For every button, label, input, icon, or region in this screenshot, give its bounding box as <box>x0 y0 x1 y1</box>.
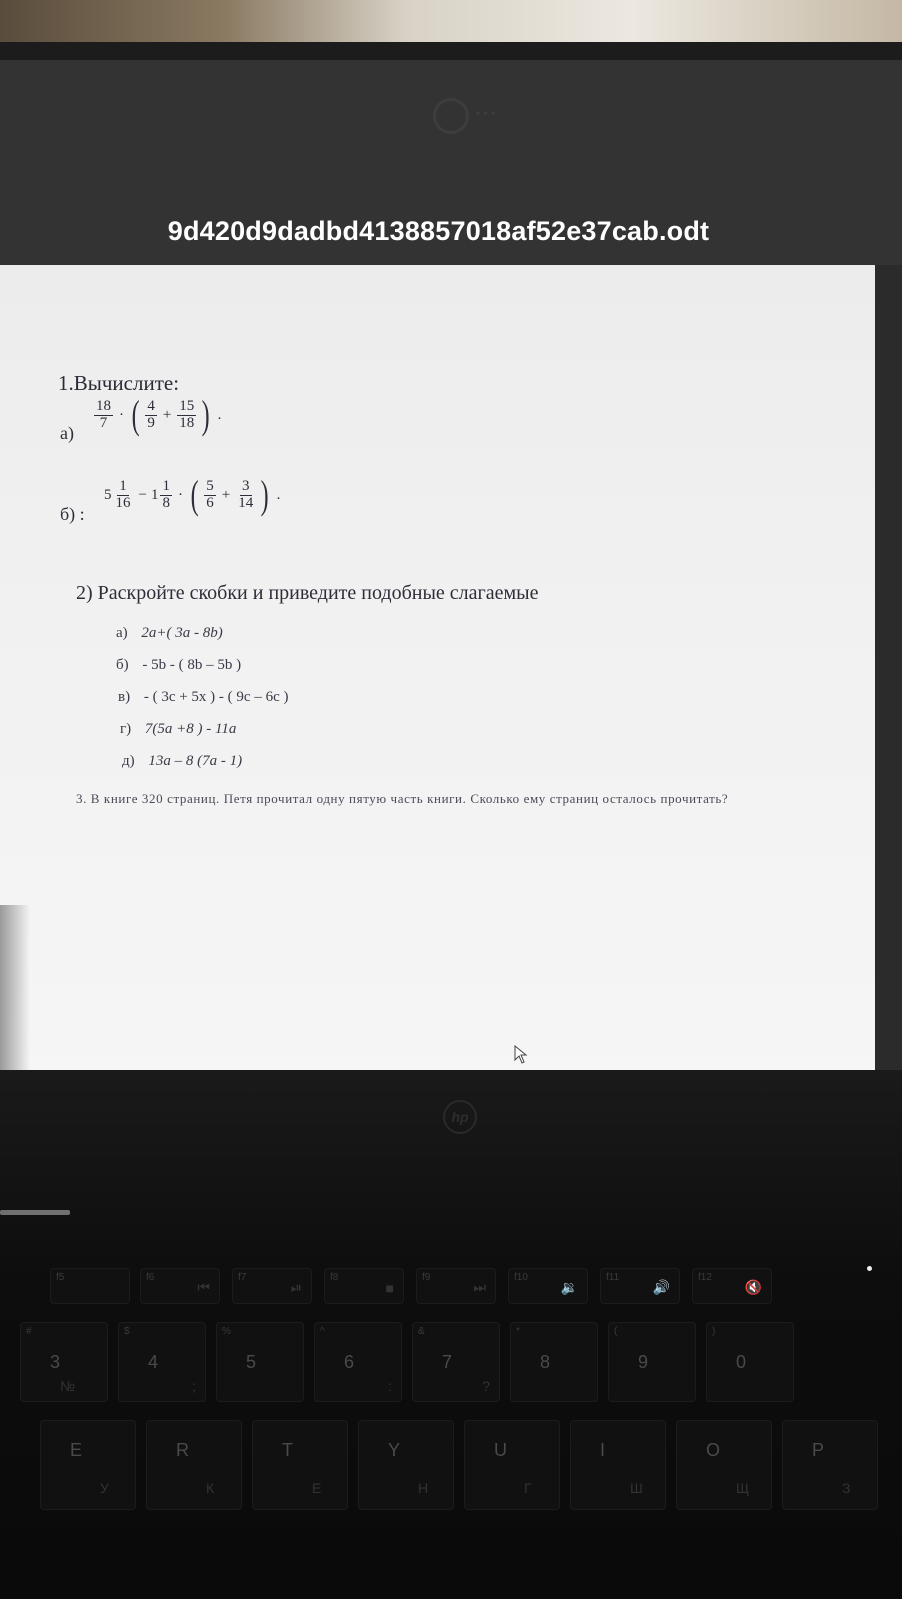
part-a-expression <box>92 392 225 437</box>
plus-sign: + <box>162 406 172 423</box>
minus-sign: − <box>138 486 147 503</box>
multiply-sign: · <box>119 406 124 423</box>
fraction <box>236 479 255 512</box>
item-expression: 2a+( 3a - 8b) <box>141 625 223 641</box>
item-letter: б) <box>116 657 129 673</box>
mixed-whole: 5 <box>104 486 112 503</box>
item-expression: 7(5a +8 ) - 11a <box>144 721 237 737</box>
numerator: 4 <box>147 397 155 414</box>
key-i[interactable]: I Ш <box>570 1420 666 1510</box>
fraction <box>177 399 196 432</box>
task2-item <box>116 657 241 674</box>
task3-text: 3. В книге 320 страниц. Петя прочитал одну пятую часть книги. Сколько ему страниц осталось прочитать? <box>76 791 729 806</box>
right-paren: ) <box>201 392 210 437</box>
key-3[interactable]: # 3 № <box>20 1322 108 1402</box>
key-r[interactable]: R К <box>146 1420 242 1510</box>
task2-item <box>122 753 242 770</box>
document-page[interactable] <box>0 265 875 1090</box>
fn-key[interactable]: f11 🔊 <box>600 1268 680 1304</box>
denominator: 14 <box>238 494 254 511</box>
fraction <box>114 479 133 512</box>
task1-heading: 1.Вычислите: <box>58 371 180 395</box>
item-expression: - 5b - ( 8b – 5b ) <box>142 657 242 673</box>
denominator: 6 <box>206 494 214 511</box>
fn-key[interactable]: f5 <box>50 1268 130 1304</box>
item-letter: в) <box>118 689 131 705</box>
left-paren: ( <box>190 472 199 517</box>
key-p[interactable]: P З <box>782 1420 878 1510</box>
fraction <box>160 479 172 512</box>
task2-heading: 2) Раскройте скобки и приведите подобные слагаемые <box>76 582 539 604</box>
numerator: 18 <box>96 397 111 414</box>
denominator: 18 <box>179 414 195 431</box>
fn-key[interactable]: f9 ⏭ <box>416 1268 496 1304</box>
mouse-cursor-icon <box>514 1045 528 1065</box>
key-o[interactable]: O Щ <box>676 1420 772 1510</box>
item-expression: 13a – 8 (7a - 1) <box>148 753 243 769</box>
task2-item <box>116 625 223 642</box>
key-6[interactable]: ^ 6 : <box>314 1322 402 1402</box>
plus-sign: + <box>221 486 231 503</box>
document-content <box>0 265 875 1090</box>
item-letter: д) <box>122 753 135 769</box>
fraction <box>204 479 216 512</box>
period: . <box>276 486 281 503</box>
denominator: 7 <box>99 414 108 431</box>
right-paren: ) <box>260 472 269 517</box>
file-title: 9d420d9dadbd4138857018af52e37cab.odt <box>167 216 710 246</box>
numerator: 1 <box>162 477 170 494</box>
key-9[interactable]: ( 9 <box>608 1322 696 1402</box>
denominator: 16 <box>115 494 131 511</box>
task2-item <box>118 689 288 706</box>
loading-spinner-icon <box>433 98 469 134</box>
document-viewer-header <box>0 60 902 265</box>
item-letter: а) <box>116 625 128 641</box>
key-u[interactable]: U Г <box>464 1420 560 1510</box>
status-led-strip <box>0 1210 70 1215</box>
denominator: 8 <box>162 494 170 511</box>
key-5[interactable]: % 5 <box>216 1322 304 1402</box>
fn-key[interactable]: f8 ■ <box>324 1268 404 1304</box>
item-letter: г) <box>120 721 132 737</box>
key-7[interactable]: & 7 ? <box>412 1322 500 1402</box>
key-y[interactable]: Y Н <box>358 1420 454 1510</box>
period: . <box>217 406 222 423</box>
numerator: 15 <box>179 397 195 414</box>
key-8[interactable]: * 8 <box>510 1322 598 1402</box>
numerator: 1 <box>119 477 127 494</box>
mixed-whole: 1 <box>150 486 159 503</box>
loading-label: • • • <box>476 106 496 120</box>
fn-key[interactable]: f10 🔉 <box>508 1268 588 1304</box>
key-e[interactable]: E У <box>40 1420 136 1510</box>
fn-key[interactable]: f7 ⏯ <box>232 1268 312 1304</box>
left-paren: ( <box>131 392 140 437</box>
part-b-expression <box>104 472 284 517</box>
key-0[interactable]: ) 0 <box>706 1322 794 1402</box>
denominator: 9 <box>147 414 155 431</box>
key-4[interactable]: $ 4 ; <box>118 1322 206 1402</box>
numerator: 5 <box>206 477 214 494</box>
fn-key[interactable]: f12 🔇 <box>692 1268 772 1304</box>
fn-key[interactable]: f6 ⏮ <box>140 1268 220 1304</box>
laptop-screen <box>0 60 902 1090</box>
part-b-label: б) : <box>60 504 85 524</box>
numerator: 3 <box>242 477 250 494</box>
fraction <box>145 399 157 432</box>
background-room <box>0 0 902 48</box>
fraction <box>94 399 113 432</box>
hp-logo-icon: hp <box>443 1100 477 1134</box>
task2-item <box>120 721 236 738</box>
part-a-label: а) <box>60 423 74 443</box>
item-expression: - ( 3c + 5x ) - ( 9c – 6c ) <box>143 689 289 705</box>
key-t[interactable]: T Е <box>252 1420 348 1510</box>
power-led-icon <box>867 1266 872 1271</box>
multiply-sign: · <box>177 486 183 503</box>
